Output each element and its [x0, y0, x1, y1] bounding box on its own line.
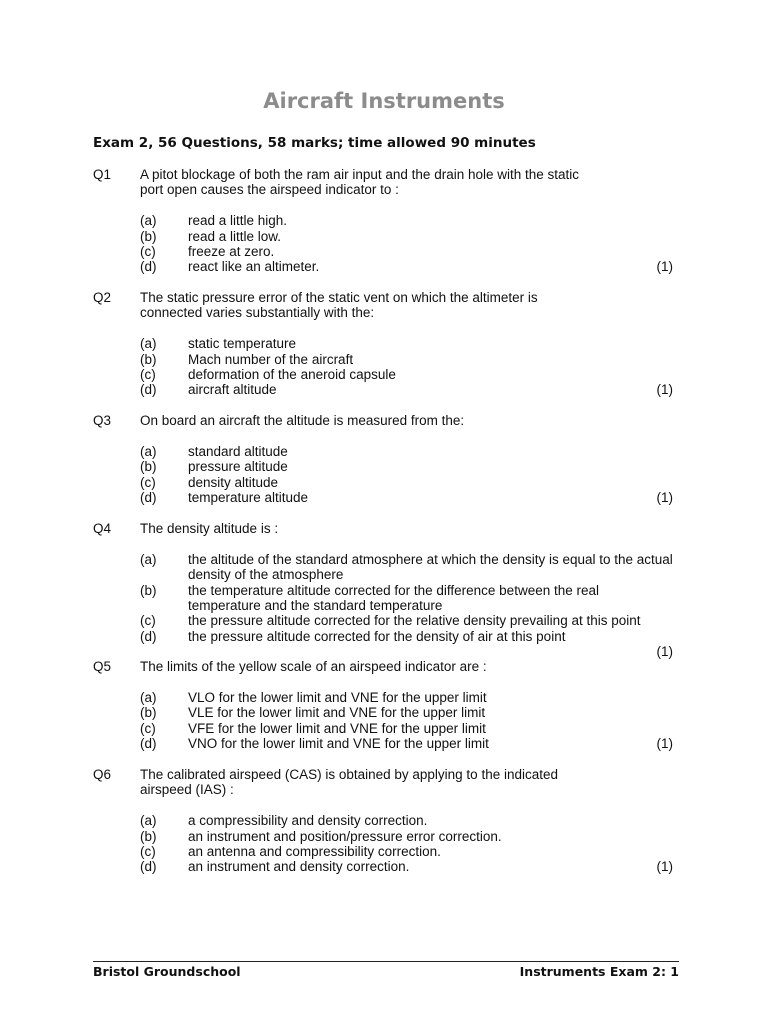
option-row: [93, 352, 673, 367]
option-row: [93, 244, 673, 259]
option-label: (b): [140, 459, 157, 475]
option-label: (c): [140, 244, 156, 260]
option-row: [93, 613, 673, 628]
marks: (1): [656, 736, 673, 752]
question-number: Q4: [93, 521, 112, 536]
option-text: aircraft altitude: [188, 382, 277, 398]
option-label: (a): [140, 213, 157, 229]
question-number: Q1: [93, 167, 112, 182]
question-number: Q6: [93, 767, 112, 782]
option-text: an instrument and density correction.: [188, 859, 410, 875]
page-footer: [93, 964, 679, 979]
question-number: Q3: [93, 413, 112, 428]
option-text: the altitude of the standard atmosphere at which the density is equal to the actual density of the atmosphere: [188, 551, 673, 583]
option-label: (c): [140, 613, 156, 629]
option-label: (c): [140, 844, 156, 860]
question-3: [93, 413, 673, 505]
option-label: (d): [140, 859, 157, 875]
option-row: [93, 859, 673, 874]
option-text: VLE for the lower limit and VNE for the upper limit: [188, 705, 486, 721]
marks: (1): [656, 490, 673, 506]
option-label: (c): [140, 367, 156, 383]
option-row: [93, 213, 673, 228]
option-label: (d): [140, 490, 157, 506]
option-text: VNO for the lower limit and VNE for the upper limit: [188, 736, 489, 752]
option-text: a compressibility and density correction.: [188, 813, 428, 829]
option-row: [93, 444, 673, 459]
option-text: static temperature: [188, 336, 297, 352]
option-label: (b): [140, 828, 157, 844]
option-text: VLO for the lower limit and VNE for the upper limit: [188, 689, 487, 705]
option-label: (b): [140, 351, 157, 367]
option-label: (a): [140, 689, 157, 705]
marks: (1): [656, 859, 673, 875]
option-text: deformation of the aneroid capsule: [188, 367, 396, 383]
question-text: A pitot blockage of both the ram air input and the drain hole with the static port open causes the airspeed indicator to :: [140, 167, 580, 198]
option-row: [93, 336, 673, 351]
option-text: standard altitude: [188, 443, 288, 459]
option-row: [93, 552, 673, 583]
option-label: (a): [140, 336, 157, 352]
question-1: [93, 167, 673, 275]
question-6: [93, 767, 673, 875]
question-text: On board an aircraft the altitude is measured from the:: [140, 413, 465, 428]
question-text: The density altitude is :: [140, 521, 279, 536]
option-text: VFE for the lower limit and VNE for the upper limit: [188, 720, 486, 736]
footer-left: Bristol Groundschool: [93, 964, 241, 979]
option-text: react like an altimeter.: [188, 259, 320, 275]
option-row: [93, 583, 673, 614]
option-label: (d): [140, 382, 157, 398]
option-text: Mach number of the aircraft: [188, 351, 354, 367]
option-label: (c): [140, 474, 156, 490]
option-row: [93, 690, 673, 705]
option-text: the pressure altitude corrected for the density of air at this point: [188, 628, 566, 644]
question-number: Q2: [93, 290, 112, 305]
option-row: [93, 736, 673, 751]
option-text: the temperature altitude corrected for the difference between the real temperature and the standard temperature: [188, 582, 599, 614]
option-row: [93, 382, 673, 397]
option-row: [93, 721, 673, 736]
option-label: (d): [140, 259, 157, 275]
option-label: (b): [140, 582, 157, 598]
option-label: (a): [140, 551, 157, 567]
option-row: [93, 813, 673, 828]
option-label: (d): [140, 628, 157, 644]
option-label: (d): [140, 736, 157, 752]
footer-divider: [93, 961, 679, 962]
question-5: [93, 659, 673, 751]
option-row: [93, 490, 673, 505]
question-2: [93, 290, 673, 398]
option-text: density altitude: [188, 474, 279, 490]
option-text: freeze at zero.: [188, 244, 275, 260]
marks: (1): [656, 382, 673, 398]
option-label: (c): [140, 720, 156, 736]
option-row: [93, 459, 673, 474]
marks: (1): [656, 644, 673, 660]
option-label: (b): [140, 705, 157, 721]
option-label: (a): [140, 813, 157, 829]
option-row: [93, 629, 673, 644]
option-text: the pressure altitude corrected for the relative density prevailing at this point: [188, 613, 641, 629]
option-row: [93, 259, 673, 274]
option-row: [93, 844, 673, 859]
option-label: (a): [140, 443, 157, 459]
option-label: (b): [140, 228, 157, 244]
option-text: read a little low.: [188, 228, 282, 244]
question-4: [93, 521, 673, 660]
option-row: [93, 829, 673, 844]
marks: (1): [656, 259, 673, 275]
option-text: pressure altitude: [188, 459, 288, 475]
option-row: [93, 475, 673, 490]
exam-subtitle: Exam 2, 56 Questions, 58 marks; time allowed 90 minutes: [93, 135, 536, 151]
option-text: an instrument and position/pressure error correction.: [188, 828, 502, 844]
footer-right: Instruments Exam 2: 1: [519, 964, 679, 979]
option-text: read a little high.: [188, 213, 288, 229]
option-text: temperature altitude: [188, 490, 309, 506]
question-text: The calibrated airspeed (CAS) is obtained by applying to the indicated airspeed (IAS) :: [140, 767, 558, 798]
option-row: [93, 705, 673, 720]
option-text: an antenna and compressibility correction.: [188, 844, 441, 860]
document-title: Aircraft Instruments: [263, 89, 505, 113]
question-text: The static pressure error of the static vent on which the altimeter is connected varies substantially with the:: [140, 290, 538, 321]
question-number: Q5: [93, 659, 112, 674]
option-row: [93, 229, 673, 244]
question-text: The limits of the yellow scale of an airspeed indicator are :: [140, 659, 487, 674]
option-row: [93, 367, 673, 382]
